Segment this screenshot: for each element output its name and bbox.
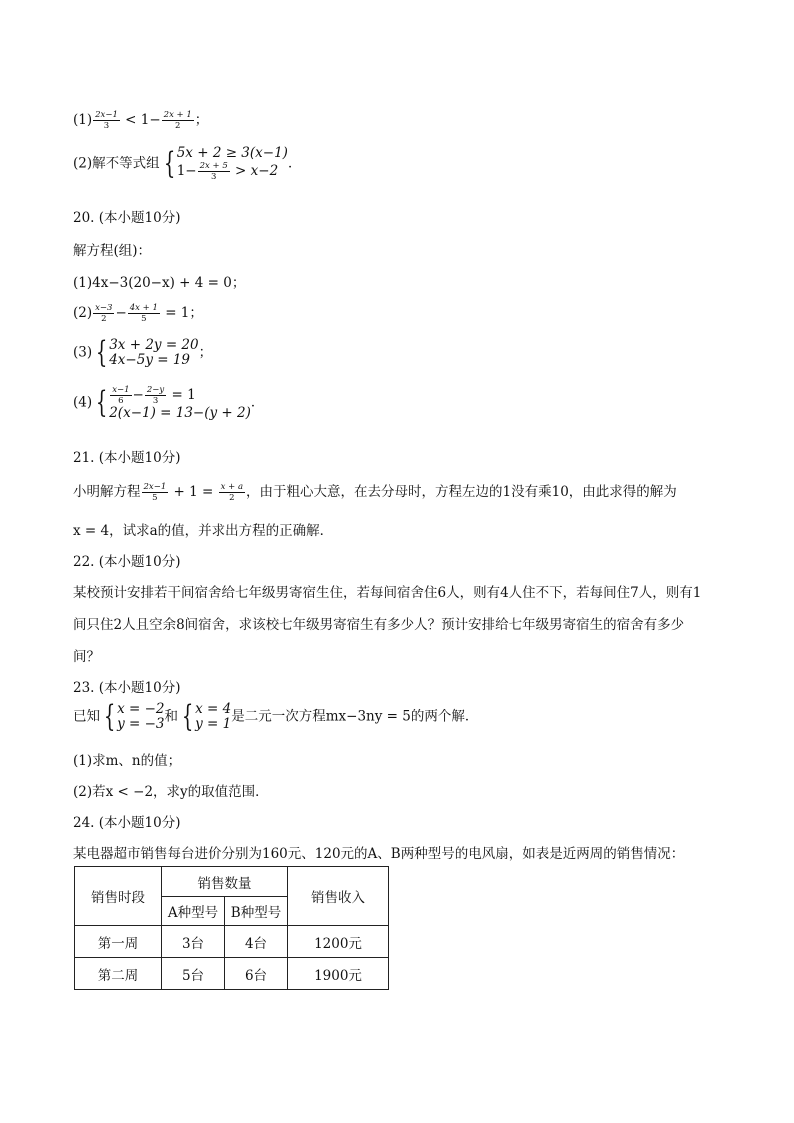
q19-part1: (1) $\frac{2x-1}{3}$ < 1− $\frac{2x + 1}{2}$ ；: [73, 110, 209, 131]
q23-heading: 23. (本小题10分): [73, 680, 181, 696]
cell-b: 6台: [225, 958, 288, 990]
cell-income: 1900元: [288, 958, 389, 990]
brace-icon: {: [95, 335, 108, 370]
brace-icon: {: [103, 699, 116, 734]
q22-line1: 某校预计安排若干间宿舍给七年级男寄宿生住，若每间宿舍住6人，则有4人住不下，若每间住7人，则有1: [73, 585, 702, 601]
q20-intro: 解方程(组)：: [73, 243, 152, 259]
cell-a: 5台: [162, 958, 225, 990]
brace-icon: {: [181, 699, 194, 734]
q22-heading: 22. (本小题10分): [73, 554, 181, 570]
fraction: $\frac{x-1}{6}$: [112, 385, 130, 406]
q19-part2: (2)解不等式组 { 5x + 2 ≥ 3(x−1) 1− $\frac{2x + 5}{3}$ > x−2 ．: [73, 145, 302, 182]
fraction: $\frac{2x-1}{5}$: [143, 482, 167, 503]
q20-part2: (2) $\frac{x-3}{2}$ − $\frac{4x + 1}{5}$ = 1；: [73, 303, 203, 324]
table-row: [75, 958, 389, 990]
cell-a: 3台: [162, 926, 225, 958]
fraction: $\frac{2-y}{3}$: [146, 385, 165, 406]
q21-line1: 小明解方程 $\frac{2x-1}{5}$ + 1 = $\frac{x + a}{2}$ ，由于粗心大意，在去分母时，方程左边的1没有乘10，由此求得的解为: [73, 482, 677, 503]
header-quantity: 销售数量: [162, 867, 288, 897]
equation-system: { $\frac{x-1}{6}$ − $\frac{2-y}{3}$ = 1 2(x−1) = 13−(y + 2): [95, 385, 251, 421]
cell-b: 4台: [225, 926, 288, 958]
brace-icon: {: [163, 146, 175, 181]
q22-line2: 间只住2人且空余8间宿舍，求该校七年级男寄宿生有多少人？预计安排给七年级男寄宿生的宿舍有多少: [73, 617, 685, 633]
q21-heading: 21. (本小题10分): [73, 450, 181, 466]
cell-income: 1200元: [288, 926, 389, 958]
brace-icon: {: [95, 385, 108, 420]
cell-period: 第一周: [75, 926, 162, 958]
header-type-b: B种型号: [225, 897, 288, 926]
cell-period: 第二周: [75, 958, 162, 990]
q21-line2: x = 4，试求a的值，并求出方程的正确解．: [73, 523, 334, 539]
q20-heading: 20. (本小题10分): [73, 210, 181, 226]
fraction: $\frac{x-3}{2}$: [95, 303, 113, 324]
header-period: 销售时段: [75, 867, 162, 926]
sales-table: [74, 866, 389, 990]
q24-heading: 24. (本小题10分): [73, 815, 181, 831]
fraction: $\frac{2x + 5}{3}$: [199, 161, 228, 182]
table-row: [75, 926, 389, 958]
solution-system: { x = 4 y = 1: [181, 699, 232, 734]
q20-part4: (4) { $\frac{x-1}{6}$ − $\frac{2-y}{3}$ = 1 2(x−1) = 13−(y + 2) ．: [73, 385, 265, 421]
q20-part3: (3) { 3x + 2y = 20 4x−5y = 19 ；: [73, 335, 213, 370]
equation-system: { 3x + 2y = 20 4x−5y = 19: [95, 335, 199, 370]
solution-system: { x = −2 y = −3: [103, 699, 165, 734]
fraction: $\frac{2x + 1}{2}$: [163, 110, 192, 131]
fraction: $\frac{2x-1}{3}$: [95, 110, 118, 131]
q23-statement: 已知 { x = −2 y = −3 和 { x = 4 y = 1 是二元一次方程mx−3ny = 5的两个解．: [73, 699, 479, 734]
q23-part2: (2)若x < −2，求y的取值范围．: [73, 784, 269, 800]
q24-intro: 某电器超市销售每台进价分别为160元、120元的A、B两种型号的电风扇，如表是近两周的销售情况：: [73, 846, 685, 862]
fraction: $\frac{x + a}{2}$: [220, 482, 244, 503]
q22-line3: 间？: [73, 649, 100, 665]
fraction: $\frac{4x + 1}{5}$: [129, 303, 158, 324]
q23-part1: (1)求m、n的值；: [73, 753, 182, 769]
header-type-a: A种型号: [162, 897, 225, 926]
header-income: 销售收入: [288, 867, 389, 926]
q20-part1: (1)4x−3(20−x) + 4 = 0；: [73, 275, 246, 291]
inequality-system: { 5x + 2 ≥ 3(x−1) 1− $\frac{2x + 5}{3}$ > x−2: [163, 145, 288, 182]
